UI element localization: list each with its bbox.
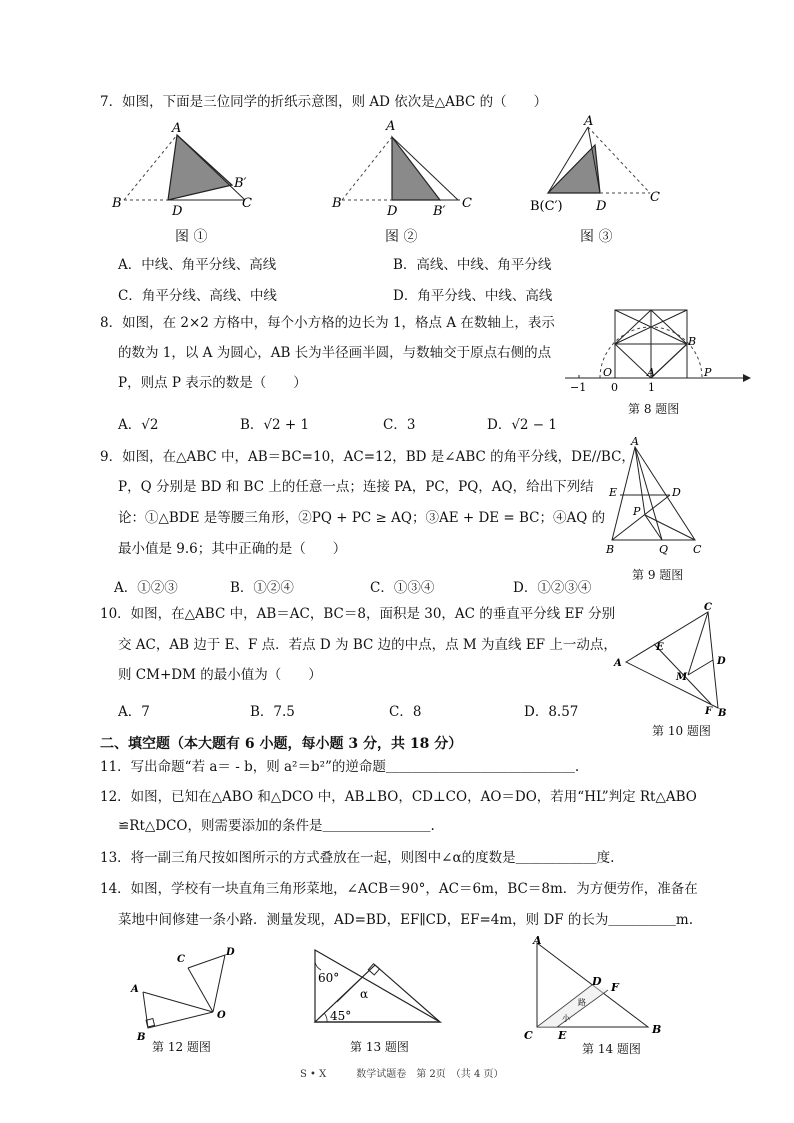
q8-fig-P: P — [704, 366, 712, 379]
q9-fig-P: P — [633, 505, 641, 518]
q10-fig-F: F — [705, 706, 713, 717]
fig14-A: A — [533, 935, 542, 947]
q12-line-2: ≌Rt△DCO，则需要添加的条件是＿＿＿＿＿＿＿＿. — [118, 818, 435, 834]
fig14-F: F — [611, 981, 619, 994]
fig14-lu: 路 — [578, 998, 586, 1007]
q10-option-d: D．8.57 — [524, 704, 579, 720]
q7-caption-1: 图 ① — [175, 229, 208, 245]
q7-f1-D: D — [172, 204, 183, 219]
q14-line-1: 14．如图，学校有一块直角三角形菜地，∠ACB＝90°，AC＝6m，BC＝8m．为方便劳作，准备在 — [100, 881, 698, 897]
q10-option-a: A．7 — [118, 704, 150, 720]
q9-option-b: B．①②④ — [230, 580, 294, 596]
q9-fig-Q: Q — [659, 543, 669, 556]
q8-option-c: C．3 — [383, 417, 416, 433]
q7-option-a: A．中线、角平分线、高线 — [118, 257, 277, 273]
q9-fig-E: E — [609, 486, 618, 499]
q7-f2-C: C — [462, 196, 472, 211]
q7-fig1 — [111, 121, 252, 219]
q10-line-3: 则 CM+DM 的最小值为（ ） — [118, 667, 322, 683]
q7-caption-3: 图 ③ — [580, 229, 613, 245]
q7-f1-Bp: B′ — [234, 176, 247, 191]
q7-fig3 — [530, 115, 660, 214]
fig14-E: E — [558, 1029, 567, 1042]
q9-line-1: 9．如图，在△ABC 中，AB＝BC=10，AC=12，BD 是∠ABC 的角平分线，DE//BC， — [100, 449, 635, 465]
fig14-caption: 第 14 题图 — [582, 1042, 641, 1056]
fig13-60: 60° — [318, 971, 340, 985]
q7-option-d: D．角平分线、中线、高线 — [393, 288, 553, 304]
fig14 — [520, 935, 670, 1045]
q7-f2-A: A — [386, 119, 396, 134]
fig14-B: B — [652, 1023, 662, 1036]
q8-option-a: A．√2 — [118, 417, 159, 433]
fig14-D: D — [592, 975, 602, 988]
section-2-heading: 二、填空题（本大题有 6 小题，每小题 3 分，共 18 分） — [100, 736, 463, 752]
fig13 — [305, 940, 450, 1035]
q10-figure — [608, 600, 733, 720]
q9-figure — [600, 435, 710, 560]
q10-fig-E: E — [656, 642, 664, 653]
q10-line-2: 交 AC，AB 边于 E、F 点．若点 D 为 BC 边的中点，点 M 为直线 EF 上一动点， — [118, 637, 617, 653]
fig13-alpha: α — [360, 987, 369, 1001]
q9-option-c: C．①③④ — [370, 580, 435, 596]
q14-line-2: 菜地中间修建一条小路．测量发现，AD=BD，EF∥CD，EF=4m，则 DF 的长为＿＿＿＿＿m. — [118, 912, 694, 928]
q9-line-3: 论：①△BDE 是等腰三角形，②PQ + PC ≥ AQ；③AE + DE = BC；④AQ 的 — [118, 510, 606, 526]
fig12-D: D — [226, 947, 235, 958]
q8-fig-1: 1 — [648, 381, 655, 394]
q10-line-1: 10．如图，在△ABC 中，AB＝AC，BC＝8，面积是 30，AC 的垂直平分线 EF 分别 — [100, 606, 616, 622]
q7-option-c: C．角平分线、高线、中线 — [118, 288, 277, 304]
q8-line-3: P，则点 P 表示的数是（ ） — [118, 375, 307, 391]
fig12-A: A — [131, 984, 139, 995]
q10-fig-D: D — [717, 656, 726, 667]
q13-stem: 13．将一副三角尺按如图所示的方式叠放在一起，则图中∠α的度数是＿＿＿＿＿＿度. — [100, 850, 615, 866]
q7-f3-BCp: B(C′) — [530, 199, 563, 214]
fig12 — [125, 940, 240, 1045]
q7-f2-D: D — [387, 204, 398, 219]
q8-fig-A: A — [647, 366, 655, 379]
q7-f3-D: D — [596, 199, 607, 214]
q9-line-4: 最小值是 9.6；其中正确的是（ ） — [118, 541, 347, 557]
q7-f2-Bp: B′ — [433, 204, 446, 219]
q9-caption: 第 9 题图 — [632, 568, 684, 582]
q7-fig2 — [331, 119, 472, 219]
q7-stem: 7．如图，下面是三位同学的折纸示意图，则 AD 依次是△ABC 的（ ） — [100, 94, 548, 110]
fig12-caption: 第 12 题图 — [152, 1040, 211, 1054]
q8-fig-O: O — [603, 366, 613, 379]
q10-fig-M: M — [676, 672, 688, 683]
q9-option-a: A．①②③ — [114, 580, 178, 596]
q7-f3-A: A — [584, 115, 594, 129]
page-footer: S • X 数学试题卷 第 2页 （共 4 页） — [300, 1069, 504, 1080]
q10-caption: 第 10 题图 — [652, 724, 711, 738]
fig13-caption: 第 13 题图 — [350, 1040, 409, 1054]
q8-fig-0: 0 — [611, 381, 618, 394]
q9-fig-C: C — [693, 543, 702, 556]
q9-fig-D: D — [672, 486, 681, 499]
q10-fig-C: C — [704, 602, 712, 613]
fig12-O: O — [217, 1010, 226, 1021]
q7-f2-B: B — [332, 196, 342, 211]
fig12-B: B — [137, 1032, 146, 1043]
fig14-xiao: 小 — [562, 1014, 570, 1023]
q10-fig-A: A — [614, 658, 622, 669]
q8-line-2: 的数为 1，以 A 为圆心，AB 长为半径画半圆，与数轴交于原点右侧的点 — [118, 345, 552, 361]
q8-option-d: D．√2 − 1 — [487, 417, 557, 433]
q12-line-1: 12．如图，已知在△ABO 和△DCO 中，AB⊥BO，CD⊥CO，AO＝DO，若用“HL”判定 Rt△ABO — [100, 789, 697, 805]
q7-caption-2: 图 ② — [385, 229, 418, 245]
q10-option-b: B．7.5 — [250, 704, 295, 720]
fig14-C: C — [524, 1029, 533, 1042]
fig12-C: C — [177, 954, 185, 965]
q8-figure — [565, 305, 755, 400]
q7-f1-A: A — [172, 121, 182, 136]
q9-fig-A: A — [631, 435, 639, 448]
fig13-45: 45° — [330, 1009, 352, 1023]
q11-stem: 11．写出命题“若 a＝ - b，则 a²＝b²”的逆命题＿＿＿＿＿＿＿＿＿＿＿＿＿＿. — [100, 759, 580, 775]
q7-f1-C: C — [242, 196, 252, 211]
q10-option-c: C．8 — [389, 704, 422, 720]
q7-option-b: B．高线、中线、角平分线 — [393, 257, 552, 273]
q9-fig-B: B — [606, 543, 615, 556]
q8-fig-B: B — [688, 335, 697, 348]
q9-line-2: P，Q 分别是 BD 和 BC 上的任意一点；连接 PA，PC，PQ，AQ，给出下列结 — [118, 479, 594, 495]
q8-fig-m1: −1 — [570, 381, 587, 394]
q8-line-1: 8．如图，在 2×2 方格中，每个小方格的边长为 1，格点 A 在数轴上，表示 — [100, 315, 555, 331]
q7-f1-B: B — [112, 196, 122, 211]
q8-option-b: B．√2 + 1 — [240, 417, 310, 433]
q10-fig-B: B — [718, 708, 727, 719]
q7-figures — [110, 115, 670, 225]
q9-option-d: D．①②③④ — [513, 580, 592, 596]
q8-caption: 第 8 题图 — [628, 402, 680, 416]
q7-f3-C: C — [650, 190, 660, 205]
